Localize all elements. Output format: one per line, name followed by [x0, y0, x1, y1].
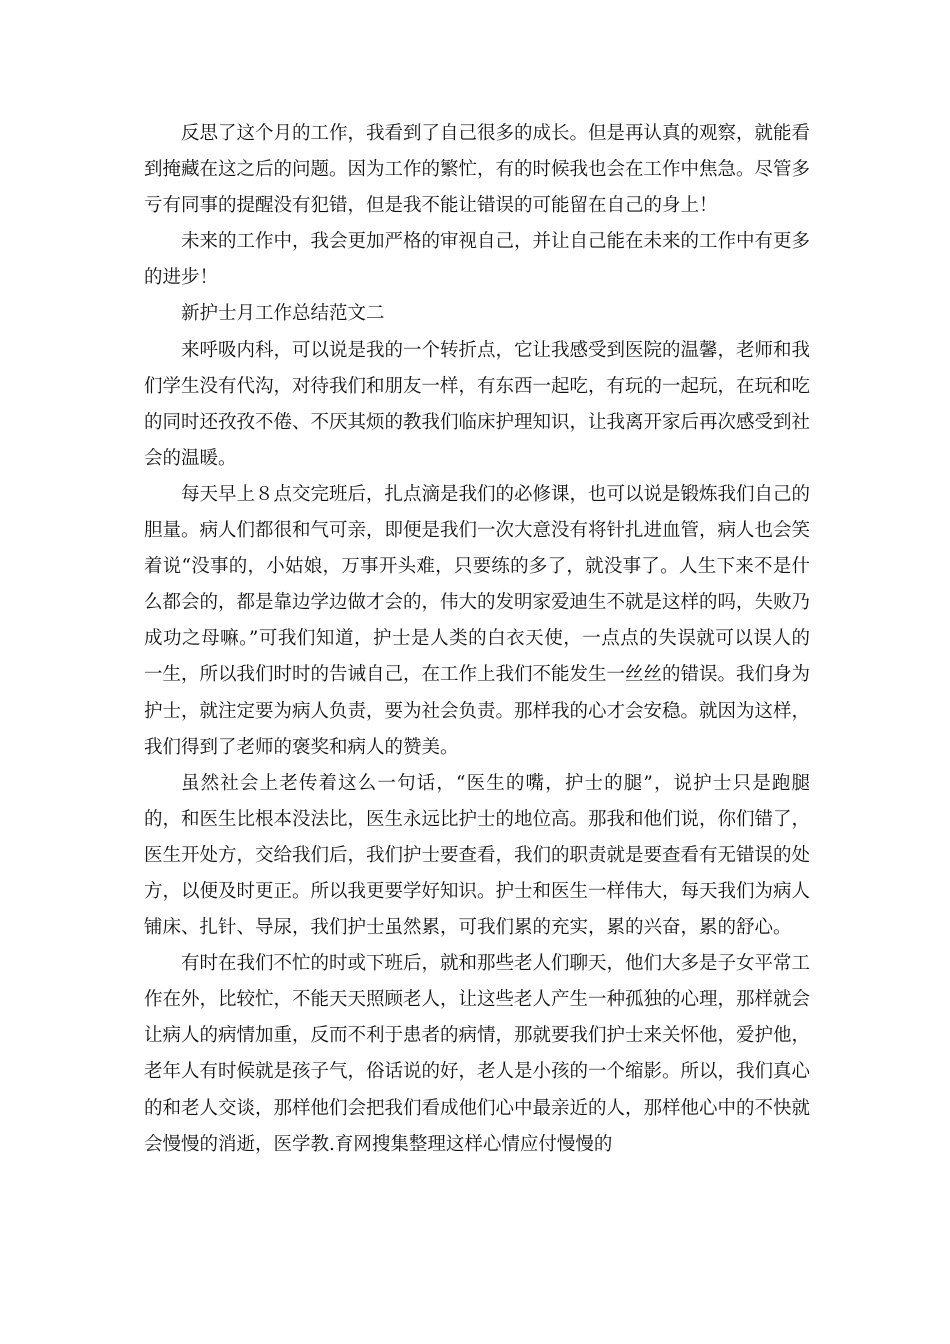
paragraph-nurse-role: 虽然社会上老传着这么一句话，“医生的嘴，护士的腿”，说护士只是跑腿的，和医生比根本没法比，医生永远比护士的地位高。那我和他们说，你们错了，医生开处方，交给我们后，我们护士要查看，我们的职责就是要查看有无错误的处方，以便及时更正。所以我更要学好知识。护士和医生一样伟大，每天我们为病人铺床、扎针、导尿，我们护士虽然累，可我们累的充实，累的兴奋，累的舒心。 [144, 772, 811, 939]
paragraph-future-work: 未来的工作中，我会更加严格的审视自己，并让自己能在未来的工作中有更多的进步！ [144, 231, 811, 289]
paragraph-elderly-care: 有时在我们不忙的时或下班后，就和那些老人们聊天，他们大多是子女平常工作在外，比较忙，不能天天照顾老人，让这些老人产生一种孤独的心理，那样就会让病人的病情加重，反而不利于患者的病情，那就要我们护士来关怀他，爱护他，老年人有时候就是孩子气，俗话说的好，老人是小孩的一个缩影。所以，我们真心的和老人交谈，那样他们会把我们看成他们心中最亲近的人，那样他心中的不快就会慢慢的消逝，医学教.育网搜集整理这样心情应付慢慢的 [144, 953, 811, 1155]
document-body [144, 116, 810, 1163]
paragraph-respiratory-dept: 来呼吸内科，可以说是我的一个转折点，它让我感受到医院的温馨，老师和我们学生没有代沟，对待我们和朋友一样，有东西一起吃，有玩的一起玩，在玩和吃的同时还孜孜不倦、不厌其烦的教我们临床护理知识，让我离开家后再次感受到社会的温暖。 [144, 339, 811, 469]
paragraph-reflection: 反思了这个月的工作，我看到了自己很多的成长。但是再认真的观察，就能看到掩藏在这之后的问题。因为工作的繁忙，有的时候我也会在工作中焦急。尽管多亏有同事的提醒没有犯错，但是我不能让错误的可能留在自己的身上！ [144, 123, 811, 217]
paragraph-daily-routine: 每天早上８点交完班后，扎点滴是我们的必修课，也可以说是锻炼我们自己的胆量。病人们都很和气可亲，即便是我们一次大意没有将针扎进血管，病人也会笑着说“没事的，小姑娘，万事开头难，只要练的多了，就没事了。人生下来不是什么都会的，都是靠边学边做才会的，伟大的发明家爱迪生不就是这样的吗，失败乃成功之母嘛。”可我们知道，护士是人类的白衣天使，一点点的失误就可以误人的一生，所以我们时时的告诫自己，在工作上我们不能发生一丝丝的错误。我们身为护士，就注定要为病人负责，要为社会负责。那样我的心才会安稳。就因为这样，我们得到了老师的褒奖和病人的赞美。 [144, 483, 811, 758]
section-title: 新护士月工作总结范文二 [181, 303, 385, 325]
